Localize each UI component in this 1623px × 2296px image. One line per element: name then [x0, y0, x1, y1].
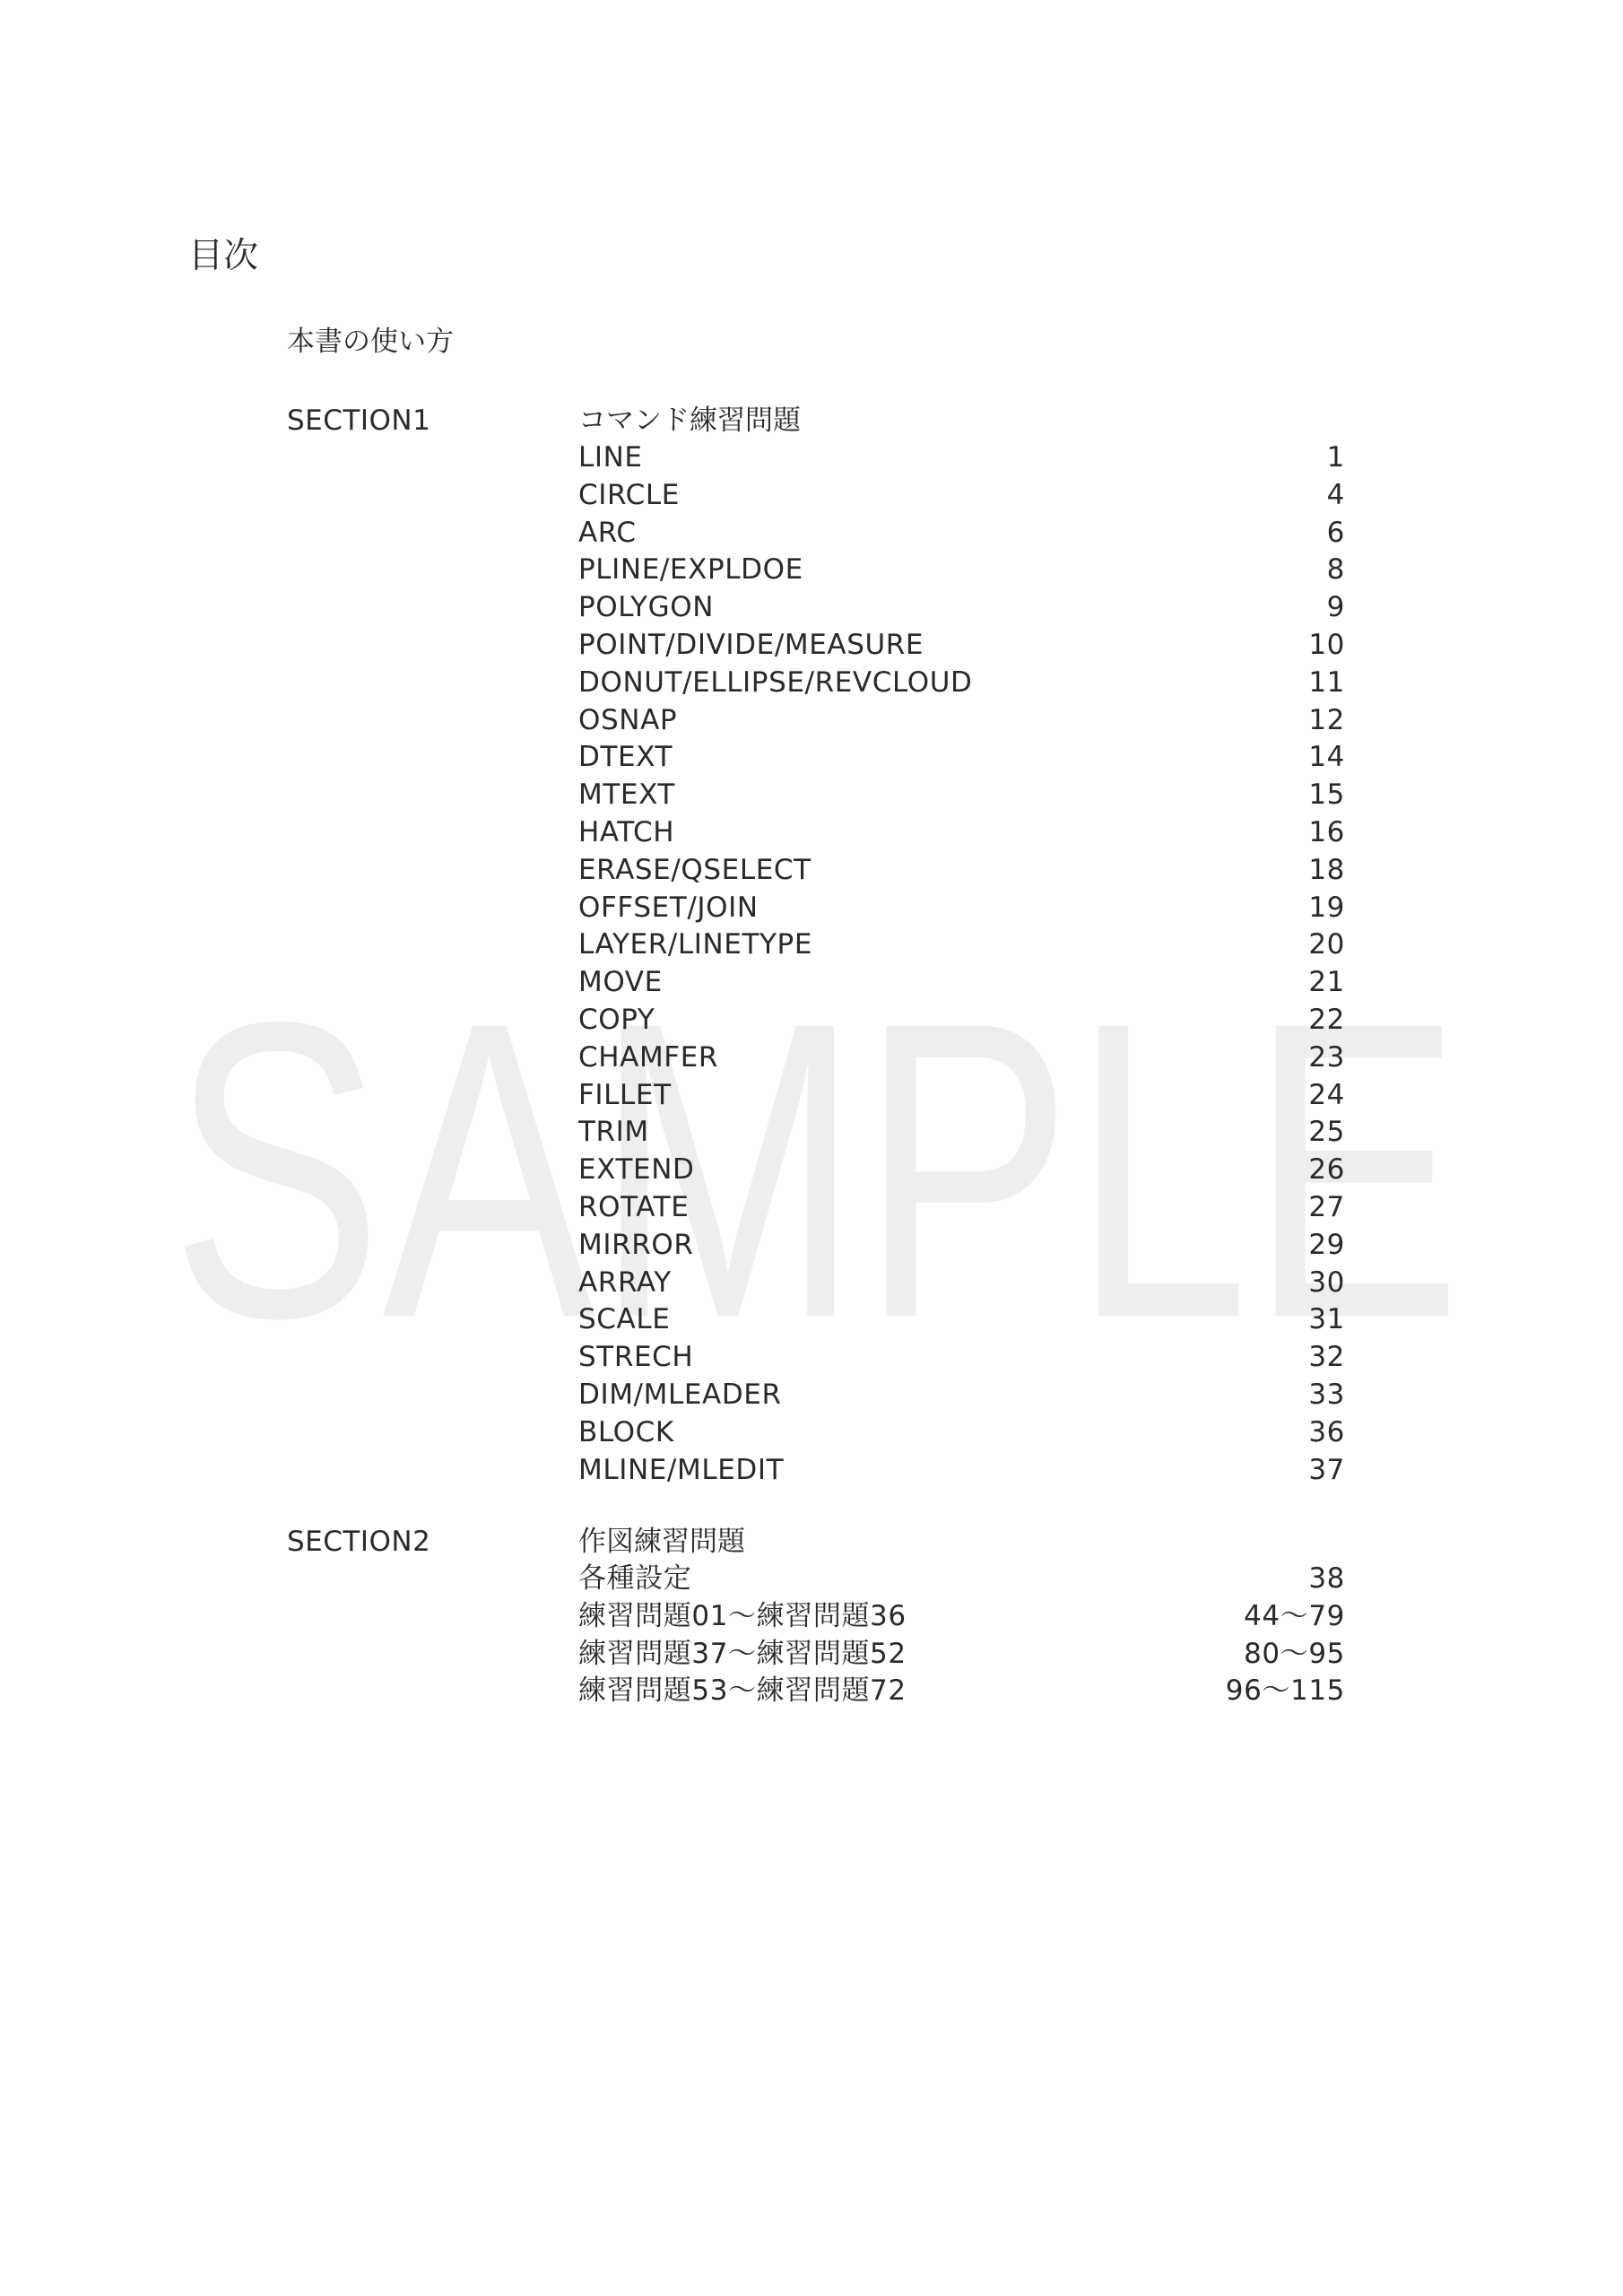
toc-entry[interactable]	[578, 1152, 1345, 1189]
toc-entry-page-number: 38	[1308, 1562, 1345, 1595]
toc-entry[interactable]	[578, 1077, 1345, 1115]
section-label: SECTION2	[287, 1526, 431, 1558]
toc-entry-page-number: 27	[1308, 1190, 1345, 1223]
toc-entry[interactable]	[578, 665, 1345, 702]
toc-entry-page-number: 20	[1308, 928, 1345, 961]
toc-entry[interactable]	[578, 814, 1345, 852]
toc-entry-title: COPY	[578, 1003, 655, 1036]
toc-entry-title: 練習問題01～練習問題36	[578, 1599, 907, 1632]
section-heading: コマンド練習問題	[578, 404, 801, 437]
toc-entry-page-number: 24	[1308, 1078, 1345, 1111]
toc-entry-page-number: 8	[1326, 553, 1345, 587]
toc-entry-page-number: 12	[1308, 703, 1345, 736]
toc-entry-title: DONUT/ELLIPSE/REVCLOUD	[578, 665, 973, 699]
toc-entry-page-number: 37	[1308, 1453, 1345, 1486]
toc-entry-title: CHAMFER	[578, 1040, 719, 1074]
toc-entry[interactable]	[578, 1002, 1345, 1039]
toc-entry-title: FILLET	[578, 1078, 672, 1111]
toc-entry[interactable]	[578, 890, 1345, 927]
watermark-text: SAMPLE	[170, 1000, 1462, 1341]
toc-entry[interactable]	[578, 1377, 1345, 1414]
toc-entry-title: SCALE	[578, 1303, 671, 1336]
toc-entry-title: DTEXT	[578, 741, 673, 774]
toc-entry[interactable]	[578, 627, 1345, 665]
toc-entry-page-number: 32	[1308, 1341, 1345, 1374]
usage-guide-link[interactable]: 本書の使い方	[287, 326, 454, 358]
toc-entry-page-number: 22	[1308, 1003, 1345, 1036]
toc-entry-page-number: 23	[1308, 1040, 1345, 1074]
toc-entry-title: STRECH	[578, 1341, 694, 1374]
toc-entry-title: MOVE	[578, 966, 663, 999]
toc-entry-title: ARRAY	[578, 1265, 672, 1299]
toc-entry-title: HATCH	[578, 815, 675, 848]
toc-entry-page-number: 29	[1308, 1228, 1345, 1261]
toc-entry[interactable]	[578, 739, 1345, 777]
toc-entry-page-number: 9	[1326, 591, 1345, 624]
toc-entry[interactable]	[578, 926, 1345, 964]
toc-entry-title: OFFSET/JOIN	[578, 891, 759, 924]
toc-entry[interactable]	[578, 1636, 1345, 1674]
toc-entry[interactable]	[578, 1673, 1345, 1710]
toc-entry[interactable]	[578, 852, 1345, 890]
toc-entry[interactable]	[578, 1301, 1345, 1339]
toc-entry-title: BLOCK	[578, 1415, 674, 1448]
toc-entry-page-number: 21	[1308, 966, 1345, 999]
toc-entry-title: MLINE/MLEDIT	[578, 1453, 785, 1486]
toc-entry-title: MTEXT	[578, 778, 675, 812]
toc-entry[interactable]	[578, 1561, 1345, 1598]
toc-entry-title: ERASE/QSELECT	[578, 853, 812, 886]
toc-entry-page-number: 10	[1308, 628, 1345, 661]
toc-entry-title: CIRCLE	[578, 478, 680, 511]
toc-entry-title: TRIM	[578, 1116, 649, 1149]
toc-entry-title: POINT/DIVIDE/MEASURE	[578, 628, 924, 661]
toc-entry-page-number: 19	[1308, 891, 1345, 924]
toc-entry[interactable]	[578, 1039, 1345, 1077]
toc-entry-page-number: 80～95	[1244, 1637, 1345, 1670]
toc-entry-page-number: 14	[1308, 741, 1345, 774]
toc-entry[interactable]	[578, 1227, 1345, 1265]
toc-entry-title: ARC	[578, 516, 637, 549]
section-label: SECTION1	[287, 404, 431, 437]
toc-entry-page-number: 18	[1308, 853, 1345, 886]
toc-entry-page-number: 11	[1308, 665, 1345, 699]
toc-entry-list	[578, 1561, 1345, 1710]
toc-entry-title: 練習問題37～練習問題52	[578, 1637, 907, 1670]
toc-entry-page-number: 33	[1308, 1378, 1345, 1411]
toc-entry-title: ROTATE	[578, 1190, 690, 1223]
toc-entry-page-number: 25	[1308, 1116, 1345, 1149]
toc-entry-page-number: 6	[1326, 516, 1345, 549]
toc-entry-page-number: 4	[1326, 478, 1345, 511]
toc-entry[interactable]	[578, 1114, 1345, 1152]
toc-entry-title: EXTEND	[578, 1153, 695, 1187]
toc-entry-page-number: 1	[1326, 441, 1345, 474]
toc-entry-title: 各種設定	[578, 1562, 692, 1595]
toc-entry[interactable]	[578, 1452, 1345, 1490]
toc-entry-title: DIM/MLEADER	[578, 1378, 782, 1411]
toc-entry-title: LINE	[578, 441, 643, 474]
toc-entry[interactable]	[578, 552, 1345, 589]
toc-entry-title: PLINE/EXPLDOE	[578, 553, 803, 587]
toc-entry[interactable]	[578, 477, 1345, 515]
toc-entry[interactable]	[578, 1189, 1345, 1227]
toc-entry[interactable]	[578, 1598, 1345, 1636]
toc-entry-page-number: 15	[1308, 778, 1345, 812]
toc-entry[interactable]	[578, 589, 1345, 627]
toc-entry[interactable]	[578, 964, 1345, 1002]
toc-entry[interactable]	[578, 439, 1345, 477]
toc-entry-title: LAYER/LINETYPE	[578, 928, 813, 961]
toc-entry-page-number: 44～79	[1244, 1599, 1345, 1632]
toc-entry[interactable]	[578, 1265, 1345, 1302]
toc-entry-page-number: 30	[1308, 1265, 1345, 1299]
toc-entry-page-number: 96～115	[1225, 1674, 1345, 1708]
toc-entry[interactable]	[578, 515, 1345, 552]
toc-entry-page-number: 16	[1308, 815, 1345, 848]
toc-entry-list	[578, 439, 1345, 1489]
toc-entry-title: OSNAP	[578, 703, 678, 736]
toc-entry[interactable]	[578, 1339, 1345, 1377]
toc-entry-page-number: 26	[1308, 1153, 1345, 1187]
section-heading: 作図練習問題	[578, 1526, 745, 1558]
toc-entry-page-number: 31	[1308, 1303, 1345, 1336]
toc-entry-title: 練習問題53～練習問題72	[578, 1674, 907, 1708]
toc-entry[interactable]	[578, 702, 1345, 740]
toc-entry[interactable]	[578, 777, 1345, 814]
toc-entry[interactable]	[578, 1414, 1345, 1452]
toc-entry-title: MIRROR	[578, 1228, 694, 1261]
toc-entry-title: POLYGON	[578, 591, 714, 624]
page-title: 目次	[188, 236, 259, 277]
toc-entry-page-number: 36	[1308, 1415, 1345, 1448]
